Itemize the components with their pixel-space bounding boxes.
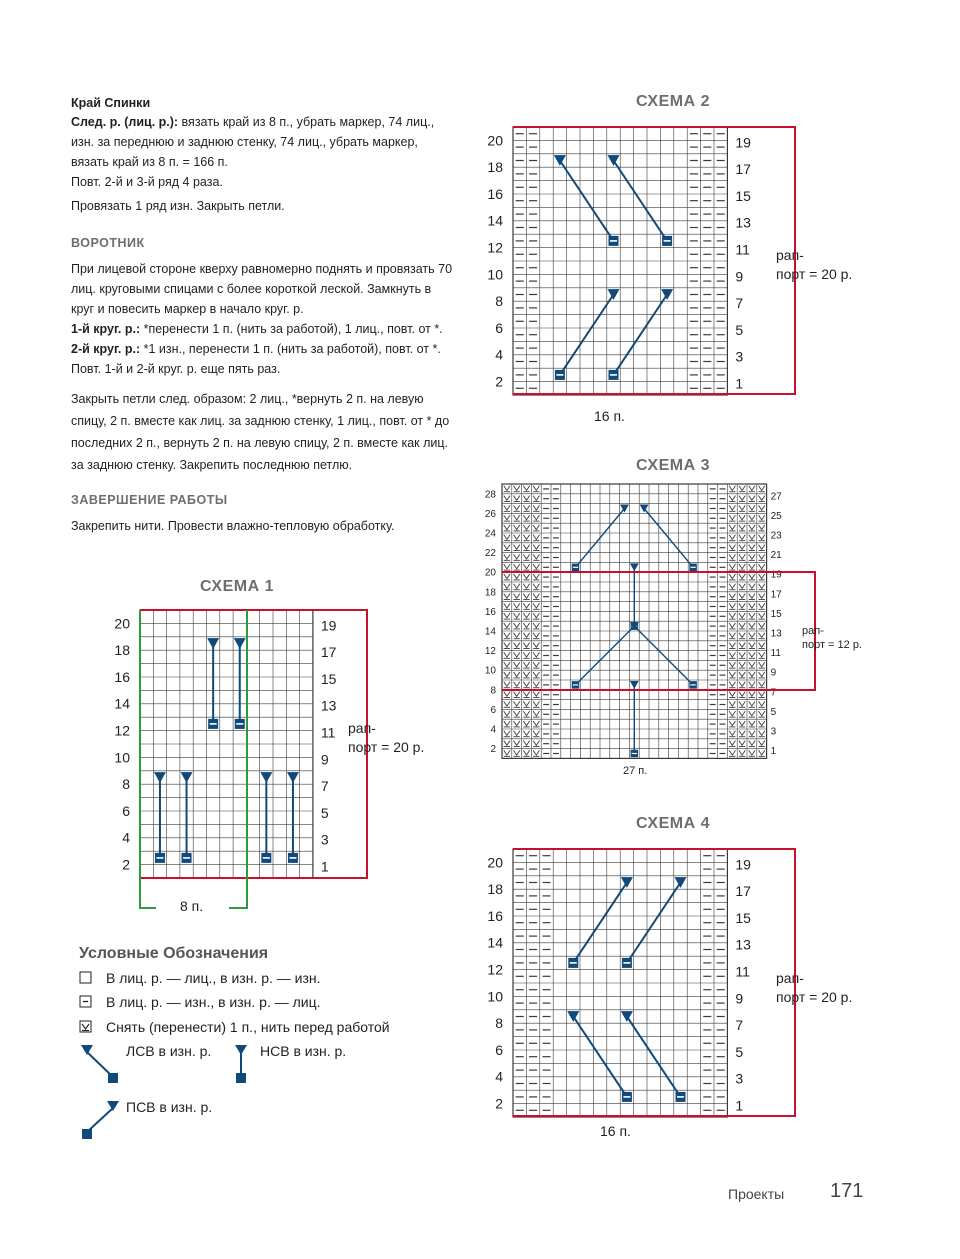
chart-2-grid <box>487 127 795 395</box>
row-number: 8 <box>490 685 496 697</box>
decrease-symbol <box>288 853 298 863</box>
row-number: 17 <box>735 161 751 178</box>
back-edge-row-label: След. р. (лиц. р.): <box>71 115 179 129</box>
legend-psv-text: ПСВ в изн. р. <box>126 1099 213 1115</box>
row-number: 8 <box>495 293 503 310</box>
chart-4-grid <box>487 849 795 1117</box>
decrease-symbol <box>155 853 165 863</box>
row-number: 3 <box>770 726 777 738</box>
row-number: 15 <box>735 187 751 204</box>
collar-title: ВОРОТНИК <box>71 236 145 250</box>
legend-lsv-text: ЛСВ в изн. р. <box>126 1043 212 1059</box>
row-number: 14 <box>487 212 503 229</box>
row-number: 7 <box>735 295 744 312</box>
row-number: 26 <box>484 508 496 520</box>
chart-2-width-label: 16 п. <box>594 408 625 424</box>
row-number: 15 <box>770 608 782 620</box>
decrease-symbol <box>689 564 697 572</box>
chart-3-grid <box>485 484 815 758</box>
decrease-symbol <box>235 719 245 729</box>
row-number: 16 <box>487 185 503 202</box>
row-number: 14 <box>484 626 496 638</box>
chart-1-repeat-label: рап- порт = 20 р. <box>348 720 425 755</box>
row-number: 13 <box>735 936 751 953</box>
decrease-symbol <box>182 853 192 863</box>
row-number: 3 <box>320 831 329 848</box>
row-number: 6 <box>122 802 130 819</box>
row-number: 18 <box>487 159 503 176</box>
row-number: 9 <box>735 268 744 285</box>
row-number: 11 <box>770 648 781 660</box>
nsv-cable-icon <box>235 1045 247 1083</box>
row-number: 18 <box>484 587 496 599</box>
row-number: 24 <box>484 528 496 540</box>
decrease-symbol <box>208 719 218 729</box>
row-number: 5 <box>770 706 777 718</box>
row-number: 13 <box>735 214 751 231</box>
row-number: 11 <box>320 724 336 741</box>
row-number: 12 <box>487 961 503 978</box>
row-number: 13 <box>770 628 782 640</box>
footer-section: Проекты <box>728 1186 785 1202</box>
back-edge-bindoff-text: Провязать 1 ряд изн. Закрыть петли. <box>71 199 285 213</box>
round-1-label: 1-й круг. р.: <box>71 322 141 336</box>
legend-nsv-text: НСВ в изн. р. <box>260 1043 347 1059</box>
decrease-symbol <box>609 370 619 380</box>
row-number: 18 <box>487 881 503 898</box>
chart-4-width-label: 16 п. <box>600 1123 631 1139</box>
decrease-symbol <box>689 681 697 689</box>
chart-2-title: СХЕМА 2 <box>635 93 710 110</box>
row-number: 10 <box>487 266 503 283</box>
row-number: 12 <box>487 239 503 256</box>
decrease-symbol <box>662 236 672 246</box>
row-number: 9 <box>320 751 329 768</box>
decrease-symbol <box>609 236 619 246</box>
chart-1-grid <box>114 610 367 908</box>
row-number: 4 <box>122 829 130 846</box>
decrease-symbol <box>676 1092 686 1102</box>
row-number: 13 <box>320 697 337 714</box>
round-1-text: *перенести 1 п. (нить за работой), 1 лиц., повт. от *. <box>140 322 443 336</box>
row-number: 7 <box>735 1017 744 1034</box>
row-number: 23 <box>770 530 782 542</box>
row-number: 14 <box>114 695 130 712</box>
row-number: 20 <box>487 854 503 871</box>
row-number: 28 <box>484 489 496 501</box>
row-number: 10 <box>114 749 130 766</box>
row-number: 2 <box>495 1095 503 1112</box>
collar-bindoff-paragraph: Закрыть петли след. образом: 2 лиц., *вернуть 2 п. на левую спицу, 2 п. вместе как лиц. за заднюю стенку, 1 лиц., повт. от * до последних 2 п., вернуть 2 п. на левую спицу, 2 п. вместе как лиц. за заднюю стенку. Закрепить последнюю петлю. <box>71 392 450 472</box>
row-number: 2 <box>495 373 503 390</box>
row-number: 12 <box>114 722 130 739</box>
legend-slip-text: Снять (перенести) 1 п., нить перед работой <box>106 1019 390 1035</box>
row-number: 27 <box>770 491 782 503</box>
back-edge-title: Край Спинки <box>71 96 151 110</box>
row-number: 11 <box>735 963 750 980</box>
row-number: 16 <box>484 606 496 618</box>
round-2-label: 2-й круг. р.: <box>71 342 141 356</box>
row-number: 4 <box>490 724 496 736</box>
row-number: 17 <box>735 883 751 900</box>
row-number: 2 <box>122 856 130 873</box>
row-number: 15 <box>735 909 751 926</box>
lsv-cable-icon <box>81 1045 118 1083</box>
round-2-text: *1 изн., перенести 1 п. (нить за работой), повт. от *. <box>140 342 441 356</box>
row-number: 20 <box>487 132 503 149</box>
row-number: 17 <box>320 644 337 661</box>
row-number: 9 <box>735 990 744 1007</box>
back-edge-row-text: вязать край из 8 п., убрать маркер, 74 лиц., изн. за переднюю и заднюю стенку, 74 лиц., убрать маркер, вязать край из 8 п. = 166 п. <box>71 115 435 169</box>
row-number: 3 <box>735 348 744 365</box>
row-number: 10 <box>487 988 503 1005</box>
chart-1-width-label: 8 п. <box>180 898 204 914</box>
decrease-symbol <box>622 1092 632 1102</box>
row-number: 8 <box>122 776 130 793</box>
decrease-symbol <box>261 853 271 863</box>
row-number: 4 <box>495 346 503 363</box>
row-number: 10 <box>484 665 496 677</box>
row-number: 6 <box>495 319 503 336</box>
row-number: 16 <box>114 668 130 685</box>
page-number: 171 <box>830 1180 864 1202</box>
chart-3-title: СХЕМА 3 <box>635 457 710 474</box>
row-number: 25 <box>770 510 782 522</box>
psv-cable-icon <box>82 1101 119 1139</box>
collar-intro-paragraph: При лицевой стороне кверху равномерно поднять и провязать 70 лиц. круговыми спицами с более короткой леской. Замкнуть в круг и повесить маркер в начало круг. р. <box>71 262 453 316</box>
row-number: 6 <box>495 1041 503 1058</box>
chart-2-repeat-label: рап- порт = 20 р. <box>776 247 853 282</box>
row-number: 18 <box>114 642 130 659</box>
row-number: 7 <box>770 687 777 699</box>
decrease-symbol <box>631 750 639 758</box>
row-number: 1 <box>770 746 777 758</box>
row-number: 11 <box>735 241 750 258</box>
back-edge-repeat-text: Повт. 2-й и 3-й ряд 4 раза. <box>71 175 223 189</box>
row-number: 8 <box>495 1015 503 1032</box>
row-number: 5 <box>320 804 329 821</box>
row-number: 3 <box>735 1070 744 1087</box>
chart-4-repeat-label: рап- порт = 20 р. <box>776 970 853 1005</box>
row-number: 19 <box>735 856 751 873</box>
legend-knit-text: В лиц. р. — лиц., в изн. р. — изн. <box>106 970 321 986</box>
row-number: 12 <box>484 646 496 658</box>
row-number: 7 <box>320 778 329 795</box>
row-number: 21 <box>770 550 782 562</box>
row-number: 20 <box>114 615 130 632</box>
row-number: 1 <box>735 375 744 392</box>
decrease-symbol <box>572 681 580 689</box>
finish-paragraph: Закрепить нити. Провести влажно-тепловую обработку. <box>71 519 395 533</box>
row-number: 6 <box>490 704 496 716</box>
legend-title: Условные Обозначения <box>79 945 269 962</box>
decrease-symbol <box>568 958 578 968</box>
collar-repeat-text: Повт. 1-й и 2-й круг. р. еще пять раз. <box>71 362 281 376</box>
legend-purl-text: В лиц. р. — изн., в изн. р. — лиц. <box>106 994 321 1010</box>
row-number: 1 <box>320 858 329 875</box>
row-number: 4 <box>495 1068 503 1085</box>
chart-3-repeat-label: рап- порт = 12 р. <box>802 625 862 651</box>
decrease-symbol <box>622 958 632 968</box>
chart-1-title: СХЕМА 1 <box>199 578 274 595</box>
row-number: 9 <box>770 667 777 679</box>
row-number: 19 <box>770 569 782 581</box>
row-number: 2 <box>490 744 496 756</box>
row-number: 20 <box>484 567 496 579</box>
row-number: 19 <box>320 617 337 634</box>
row-number: 16 <box>487 907 503 924</box>
row-number: 1 <box>735 1097 744 1114</box>
finish-title: ЗАВЕРШЕНИЕ РАБОТЫ <box>71 493 228 507</box>
row-number: 17 <box>770 589 782 601</box>
knit-stitch-icon <box>80 972 91 983</box>
row-number: 19 <box>735 134 751 151</box>
row-number: 5 <box>735 321 744 338</box>
row-number: 15 <box>320 670 337 687</box>
decrease-symbol <box>572 564 580 572</box>
decrease-symbol <box>555 370 565 380</box>
chart-3-width-label: 27 п. <box>623 765 648 777</box>
row-number: 14 <box>487 934 503 951</box>
row-number: 5 <box>735 1043 744 1060</box>
chart-4-title: СХЕМА 4 <box>635 815 710 832</box>
row-number: 22 <box>484 548 496 560</box>
